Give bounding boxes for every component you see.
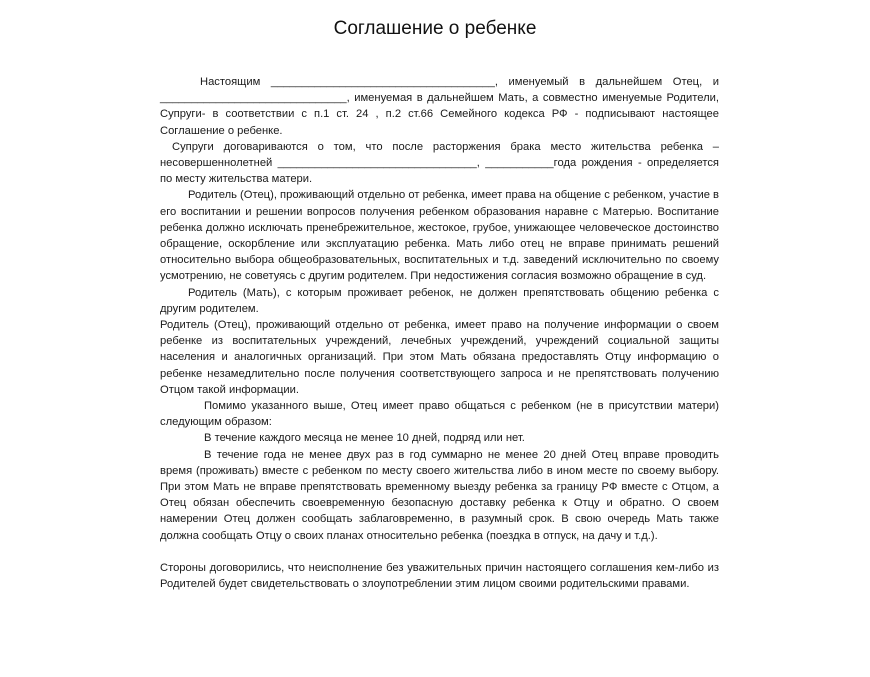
paragraph-agreement-breach: Стороны договорились, что неисполнение без уважительных причин настоящего соглашения кем-либо из Родителей будет свидетельствовать о злоупотреблении этим лицом своими родительскими правами. [160,561,719,591]
document-title: Соглашение о ребенке [333,18,537,39]
paragraph-yearly: В течение года не менее двух раз в год суммарно не менее 20 дней Отец вправе проводить время (проживать) вместе с ребенком по месту своего жительства либо в ином месте по своему выбору. При этом Мать не вправе препятствовать временному выезду ребенка за границу РФ вместе с Отцом, а Отец обязан обеспечить своевременную безопасную доставку ребенка к Отцу и обратно. О своем намерении Отец должен сообщать заблаговременно, в разумный срок. В свою очередь Мать также должна сообщать Отцу о своих планах относительно ребенка (поездка в отпуск, на дачу и т.д.). [160,448,719,542]
document-body [160,74,719,592]
paragraph-father-rights: Родитель (Отец), проживающий отдельно от ребенка, имеет права на общение с ребенком, участие в его воспитании и решении вопросов получения ребенком образования наравне с Матерью. Воспитание ребенка должно исключать пренебрежительное, жестокое, грубое, унижающее человеческое достоинство обращение, оскорбление или эксплуатацию ребенка. Мать либо отец не вправе принимать решений относительно выбора общеобразовательных, воспитательных и т.д. заведений исключительно по своему усмотрению, не советуясь с другим родителем. При недостижения согласия возможно обращение в суд. [160,189,719,283]
paragraph-mother-duty: Родитель (Мать), с которым проживает ребенок, не должен препятствовать общению ребенка с другим родителем. [160,286,719,315]
paragraph-residence: Супруги договариваются о том, что после расторжения брака место жительства ребенка – несовершеннолетней ________________________________, ___________года рождения - определяется по месту жительства матери. [160,140,719,186]
paragraph-monthly: В течение каждого месяца не менее 10 дней, подряд или нет. [204,432,525,445]
paragraph-communication: Помимо указанного выше, Отец имеет право общаться с ребенком (не в присутствии матери) следующим образом: [160,400,719,429]
spacer [160,544,719,560]
paragraph-parties: Настоящим ____________________________________, именуемый в дальнейшем Отец, и ______________________________, именуемая в дальнейшем Мать, а совместно именуемые Родители, Супруги- в соответствии с п.1 ст. 24 , п.2 ст.66 Семейного кодекса РФ - подписывают настоящее Соглашение о ребенке. [160,76,719,137]
paragraph-information-rights: Родитель (Отец), проживающий отдельно от ребенка, имеет право на получение информации о своем ребенке из воспитательных учреждений, лечебных учреждений, учреждений социальной защиты населения и аналогичных организаций. При этом Мать обязана предоставлять Отцу информацию о ребенке незамедлительно после получения соответствующего запроса и не препятствовать получению Отцом такой информации. [160,319,719,396]
